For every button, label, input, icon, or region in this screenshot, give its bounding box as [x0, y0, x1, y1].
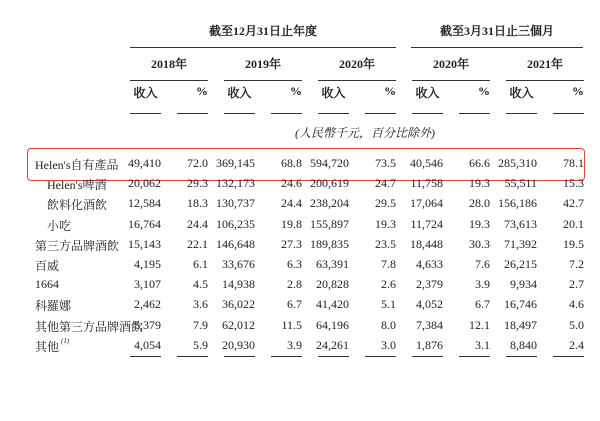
pct-cell: 66.6 — [469, 156, 490, 170]
divider — [412, 80, 490, 81]
row-label: 百威 — [35, 259, 60, 273]
revenue-cell: 285,310 — [498, 156, 537, 170]
divider — [177, 356, 208, 357]
revenue-cell: 5,379 — [134, 317, 161, 332]
pct-cell: 7.9 — [193, 317, 208, 332]
revenue-cell: 26,215 — [504, 257, 537, 271]
revenue-cell: 55,511 — [504, 176, 537, 191]
revenue-cell: 4,633 — [416, 257, 443, 271]
pct-cell: 6.1 — [193, 257, 208, 271]
divider — [130, 47, 396, 48]
pct-cell: 24.6 — [281, 176, 302, 191]
pct-cell: 6.7 — [475, 297, 490, 312]
row-label: 其他 — [35, 339, 60, 354]
divider — [459, 113, 490, 114]
revenue-cell: 73,613 — [504, 216, 537, 231]
row-label: Helen's自有產品 — [35, 158, 119, 172]
pct-cell: 7.2 — [569, 257, 584, 271]
quarter-group-header: 截至3月31日止三個月 — [439, 24, 554, 38]
row-label: 其他第三方品牌酒飲 — [35, 319, 144, 334]
revenue-cell: 146,648 — [216, 236, 255, 251]
revenue-cell: 2,462 — [134, 297, 161, 312]
divider — [318, 80, 396, 81]
pct-cell: 27.3 — [281, 236, 302, 251]
revenue-cell: 18,497 — [504, 317, 537, 332]
pct-cell: 7.6 — [475, 257, 490, 271]
pct-cell: 29.3 — [187, 176, 208, 191]
pct-cell: 3.9 — [287, 337, 302, 352]
pct-cell: 28.0 — [469, 196, 490, 211]
revenue-cell: 8,840 — [510, 337, 537, 352]
pct-cell: 6.3 — [287, 257, 302, 271]
pct-column-header: % — [196, 84, 208, 98]
divider — [224, 356, 255, 357]
divider — [506, 113, 537, 114]
pct-cell: 24.4 — [187, 216, 208, 231]
divider — [318, 113, 349, 114]
pct-cell: 19.3 — [375, 216, 396, 231]
revenue-cell: 189,835 — [310, 236, 349, 251]
row-label: 1664 — [35, 277, 59, 292]
revenue-cell: 40,546 — [410, 156, 443, 170]
revenue-cell: 16,746 — [504, 297, 537, 312]
row-label: 飲料化酒飲 — [47, 198, 108, 213]
revenue-cell: 106,235 — [216, 216, 255, 231]
pct-column-header: % — [290, 84, 302, 98]
divider — [130, 80, 208, 81]
pct-cell: 4.6 — [569, 297, 584, 312]
revenue-cell: 41,420 — [316, 297, 349, 312]
pct-cell: 29.5 — [375, 196, 396, 211]
pct-cell: 72.0 — [187, 156, 208, 170]
revenue-cell: 369,145 — [216, 156, 255, 170]
revenue-cell: 14,938 — [222, 277, 255, 292]
pct-cell: 19.5 — [563, 236, 584, 251]
pct-cell: 4.5 — [193, 277, 208, 292]
revenue-cell: 62,012 — [222, 317, 255, 332]
divider — [506, 356, 537, 357]
divider — [553, 356, 584, 357]
revenue-column-header: 收入 — [509, 86, 534, 100]
divider — [318, 356, 349, 357]
revenue-cell: 12,584 — [128, 196, 161, 211]
revenue-cell: 200,619 — [310, 176, 349, 191]
revenue-cell: 63,391 — [316, 257, 349, 271]
divider — [224, 113, 255, 114]
divider — [411, 47, 583, 48]
pct-cell: 3.9 — [475, 277, 490, 292]
pct-cell: 2.6 — [381, 277, 396, 292]
footnote-marker: (1) — [61, 336, 70, 345]
unit-note: (人民幣千元，百分比除外) — [295, 126, 435, 140]
revenue-column-header: 收入 — [133, 86, 158, 100]
revenue-cell: 4,195 — [134, 257, 161, 271]
divider — [271, 113, 302, 114]
pct-cell: 2.4 — [569, 337, 584, 352]
pct-cell: 19.3 — [469, 216, 490, 231]
revenue-cell: 4,054 — [134, 337, 161, 352]
pct-cell: 5.9 — [193, 337, 208, 352]
year-header: 2019年 — [244, 57, 281, 71]
revenue-cell: 1,876 — [416, 337, 443, 352]
pct-cell: 19.8 — [281, 216, 302, 231]
row-label: 科羅娜 — [35, 299, 72, 314]
pct-cell: 19.3 — [469, 176, 490, 191]
divider — [553, 113, 584, 114]
pct-cell: 5.0 — [569, 317, 584, 332]
pct-cell: 7.8 — [381, 257, 396, 271]
divider — [412, 356, 443, 357]
year-header: 2020年 — [338, 57, 375, 71]
pct-cell: 2.7 — [569, 277, 584, 292]
revenue-cell: 2,379 — [416, 277, 443, 292]
divider — [271, 356, 302, 357]
pct-cell: 3.6 — [193, 297, 208, 312]
pct-cell: 42.7 — [563, 196, 584, 211]
revenue-cell: 33,676 — [222, 257, 255, 271]
revenue-cell: 3,107 — [134, 277, 161, 292]
year-header: 2021年 — [526, 57, 563, 71]
revenue-cell: 7,384 — [416, 317, 443, 332]
pct-cell: 11.5 — [281, 317, 302, 332]
revenue-cell: 132,173 — [216, 176, 255, 191]
revenue-cell: 36,022 — [222, 297, 255, 312]
pct-cell: 2.8 — [287, 277, 302, 292]
revenue-cell: 18,448 — [410, 236, 443, 251]
pct-cell: 18.3 — [187, 196, 208, 211]
revenue-cell: 16,764 — [128, 216, 161, 231]
pct-cell: 8.0 — [381, 317, 396, 332]
revenue-cell: 11,724 — [410, 216, 443, 231]
revenue-cell: 49,410 — [128, 156, 161, 170]
pct-cell: 20.1 — [563, 216, 584, 231]
pct-column-header: % — [478, 84, 490, 98]
pct-cell: 78.1 — [563, 156, 584, 170]
year-header: 2018年 — [150, 57, 187, 71]
revenue-cell: 155,897 — [310, 216, 349, 231]
pct-cell: 68.8 — [281, 156, 302, 170]
revenue-cell: 9,934 — [510, 277, 537, 292]
revenue-cell: 130,737 — [216, 196, 255, 211]
divider — [130, 113, 161, 114]
revenue-cell: 64,196 — [316, 317, 349, 332]
revenue-cell: 20,828 — [316, 277, 349, 292]
divider — [365, 356, 396, 357]
revenue-cell: 17,064 — [410, 196, 443, 211]
footnote-wrapper — [61, 337, 69, 352]
divider — [224, 80, 302, 81]
pct-cell: 73.5 — [375, 156, 396, 170]
row-label: 第三方品牌酒飲 — [35, 238, 120, 253]
pct-cell: 22.1 — [187, 236, 208, 251]
row-label: 小吃 — [47, 218, 72, 233]
pct-cell: 12.1 — [469, 317, 490, 332]
pct-cell: 24.7 — [375, 176, 396, 191]
revenue-column-header: 收入 — [415, 86, 440, 100]
revenue-cell: 15,143 — [128, 236, 161, 251]
revenue-cell: 20,062 — [128, 176, 161, 191]
revenue-cell: 11,758 — [410, 176, 443, 191]
divider — [506, 80, 584, 81]
pct-cell: 5.1 — [381, 297, 396, 312]
pct-cell: 30.3 — [469, 236, 490, 251]
pct-cell: 3.1 — [475, 337, 490, 352]
revenue-cell: 20,930 — [222, 337, 255, 352]
pct-cell: 3.0 — [381, 337, 396, 352]
pct-cell: 23.5 — [375, 236, 396, 251]
revenue-cell: 238,204 — [310, 196, 349, 211]
row-label: Helen's啤酒 — [47, 178, 107, 193]
pct-cell: 15.3 — [563, 176, 584, 191]
divider — [412, 113, 443, 114]
revenue-column-header: 收入 — [227, 86, 252, 100]
pct-column-header: % — [572, 84, 584, 98]
pct-cell: 6.7 — [287, 297, 302, 312]
pct-column-header: % — [384, 84, 396, 98]
year-header: 2020年 — [432, 57, 469, 71]
revenue-cell: 4,052 — [416, 297, 443, 312]
divider — [130, 356, 161, 357]
divider — [177, 113, 208, 114]
divider — [459, 356, 490, 357]
divider — [365, 113, 396, 114]
annual-group-header: 截至12月31日止年度 — [208, 24, 317, 38]
revenue-cell: 24,261 — [316, 337, 349, 352]
pct-cell: 24.4 — [281, 196, 302, 211]
revenue-cell: 156,186 — [498, 196, 537, 211]
revenue-cell: 71,392 — [504, 236, 537, 251]
revenue-cell: 594,720 — [310, 156, 349, 170]
revenue-column-header: 收入 — [321, 86, 346, 100]
